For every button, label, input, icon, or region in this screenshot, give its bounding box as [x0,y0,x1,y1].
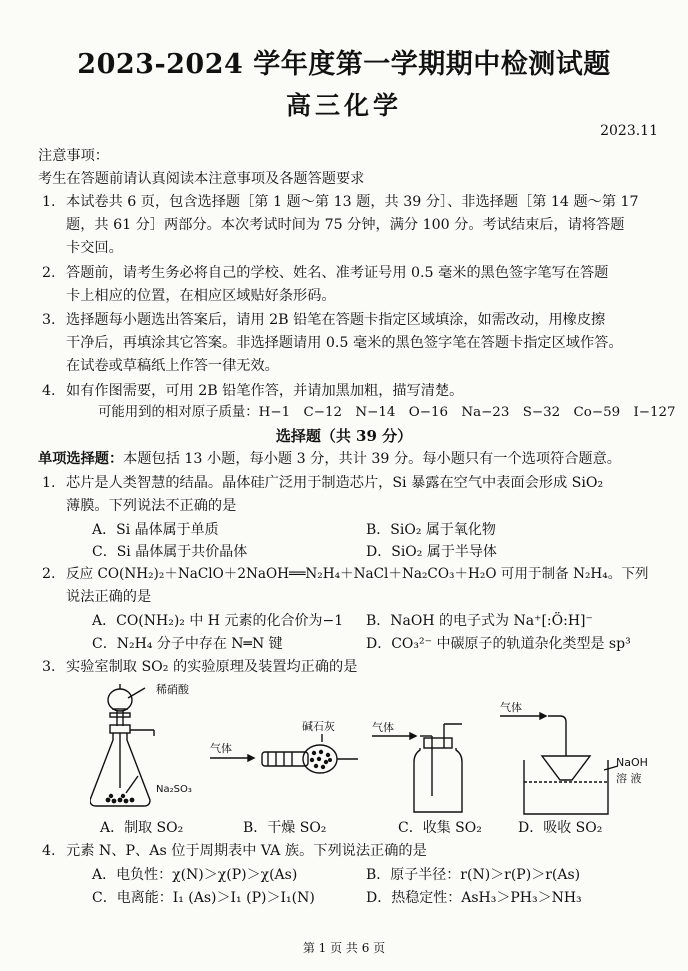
solid-particles [106,794,135,804]
label-naoh-2: 溶 液 [616,772,642,785]
q2-stem-line-2: 说法正确的是 [66,589,152,605]
section-instruction-label: 单项选择题： [38,451,124,467]
apparatus-d [500,713,618,814]
notice-item-3-line-1: 选择题每小题选出答案后，请用 2B 铅笔在答题卡指定区域填涂，如需改动，用橡皮擦 [66,312,606,328]
section-instruction-text: 本题包括 13 小题，每小题 3 分，共计 39 分。每小题只有一个选项符合题意。 [123,451,621,467]
notice-item-4-line-1: 如有作图需要，可用 2B 铅笔作答，并请加黑加粗，描写清楚。 [66,383,464,399]
notice-item-1-num: 1. [42,194,56,210]
label-gas-c: 气体 [372,721,394,734]
q3-apparatus-figure [90,680,650,820]
atomic-masses: 可能用到的相对原子质量：H−1 C−12 N−14 O−16 Na−23 S−32 Co−59 I−127 [98,405,676,420]
notice-intro: 考生在答题前请认真阅读本注意事项及各题答题要求 [38,171,365,187]
q2-stem-line-1: 反应 CO(NH₂)₂＋NaClO＋2NaOH══N₂H₄＋NaCl＋Na₂CO₃＋H₂O 可用于制备 N₂H₄。下列 [66,566,649,582]
exam-title: 2023-2024 学年度第一学期期中检测试题 [77,49,611,80]
page-footer: 第 1 页 共 6 页 [302,941,386,955]
notice-item-2-line-1: 答题前，请考生务必将自己的学校、姓名、准考证号用 0.5 毫米的黑色签字笔写在答题 [66,265,609,281]
section-heading: 选择题（共 39 分） [275,427,413,445]
q2-option-d: D．CO₃²⁻ 中碳原子的轨道杂化类型是 sp³ [366,636,631,652]
q1-stem-line-2: 薄膜。下列说法不正确的是 [66,498,237,514]
q2-option-b: B．NaOH 的电子式为 Na⁺[:Ö:H]⁻ [366,613,593,629]
q1-num: 1. [42,475,56,491]
q3-num: 3. [42,659,56,675]
q1-option-a: A．Si 晶体属于单质 [92,522,219,538]
q4-option-a: A．电负性：χ(N)＞χ(P)＞χ(As) [92,867,298,883]
notice-item-1-line-3: 卡交回。 [66,240,123,256]
notice-item-1-line-1: 本试卷共 6 页，包含选择题［第 1 题～第 13 题，共 39 分］、非选择题［第 14 题～第 17 [66,194,639,210]
q3-stem-line-1: 实验室制取 SO₂ 的实验原理及装置均正确的是 [66,659,358,675]
apparatus-a [90,684,154,806]
q3-caption-a: A．制取 SO₂ [100,820,184,836]
q1-option-b: B．SiO₂ 属于氧化物 [366,522,496,538]
notice-item-3-line-2: 干净后，再填涂其它答案。非选择题请用 0.5 毫米的黑色签字笔在答题卡指定区域作答。 [66,335,623,351]
q3-caption-b: B．干燥 SO₂ [243,820,327,836]
q2-num: 2. [42,566,56,582]
q3-caption-c: C．收集 SO₂ [398,820,482,836]
q1-stem-line-1: 芯片是人类智慧的结晶。晶体硅广泛用于制造芯片，Si 暴露在空气中表面会形成 SiO₂ [66,475,604,491]
apparatus-c [372,724,462,812]
soda-lime-particles [310,750,332,769]
label-naoh-1: NaOH [616,756,648,769]
label-gas-b: 气体 [210,742,232,755]
q4-num: 4. [42,843,56,859]
label-gas-d: 气体 [500,701,522,714]
label-acid: 稀硝酸 [156,683,189,696]
q2-option-a: A．CO(NH₂)₂ 中 H 元素的化合价为−1 [92,613,344,629]
label-soda-lime: 碱石灰 [302,720,335,733]
notice-item-2-line-2: 卡上相应的位置，在相应区域贴好条形码。 [66,288,336,304]
notice-item-3-num: 3. [42,312,56,328]
q4-stem-line-1: 元素 N、P、As 位于周期表中 VA 族。下列说法正确的是 [66,843,427,859]
notice-item-1-line-2: 题，共 61 分］两部分。本次考试时间为 75 分钟，满分 100 分。考试结束后，请将答题 [66,217,625,233]
notice-item-2-num: 2. [42,265,56,281]
notice-item-4-num: 4. [42,383,56,399]
q4-option-b: B．原子半径：r(N)＞r(P)＞r(As) [366,867,581,883]
q1-option-d: D．SiO₂ 属于半导体 [366,544,497,560]
q1-option-c: C．Si 晶体属于共价晶体 [92,544,248,560]
q4-option-c: C．电离能：I₁ (As)＞I₁ (P)＞I₁(N) [92,890,315,906]
apparatus-b [210,734,358,773]
q4-option-d: D．热稳定性：AsH₃＞PH₃＞NH₃ [366,890,582,906]
notice-item-3-line-3: 在试卷或草稿纸上作答一律无效。 [66,358,279,374]
q2-option-c: C．N₂H₄ 分子中存在 N═N 键 [92,636,283,652]
notice-title: 注意事项： [38,148,109,164]
exam-date: 2023.11 [600,123,658,139]
exam-subtitle: 高三化学 [285,91,402,120]
q3-caption-d: D．吸收 SO₂ [518,820,603,836]
label-solid: Na₂SO₃ [156,784,192,795]
